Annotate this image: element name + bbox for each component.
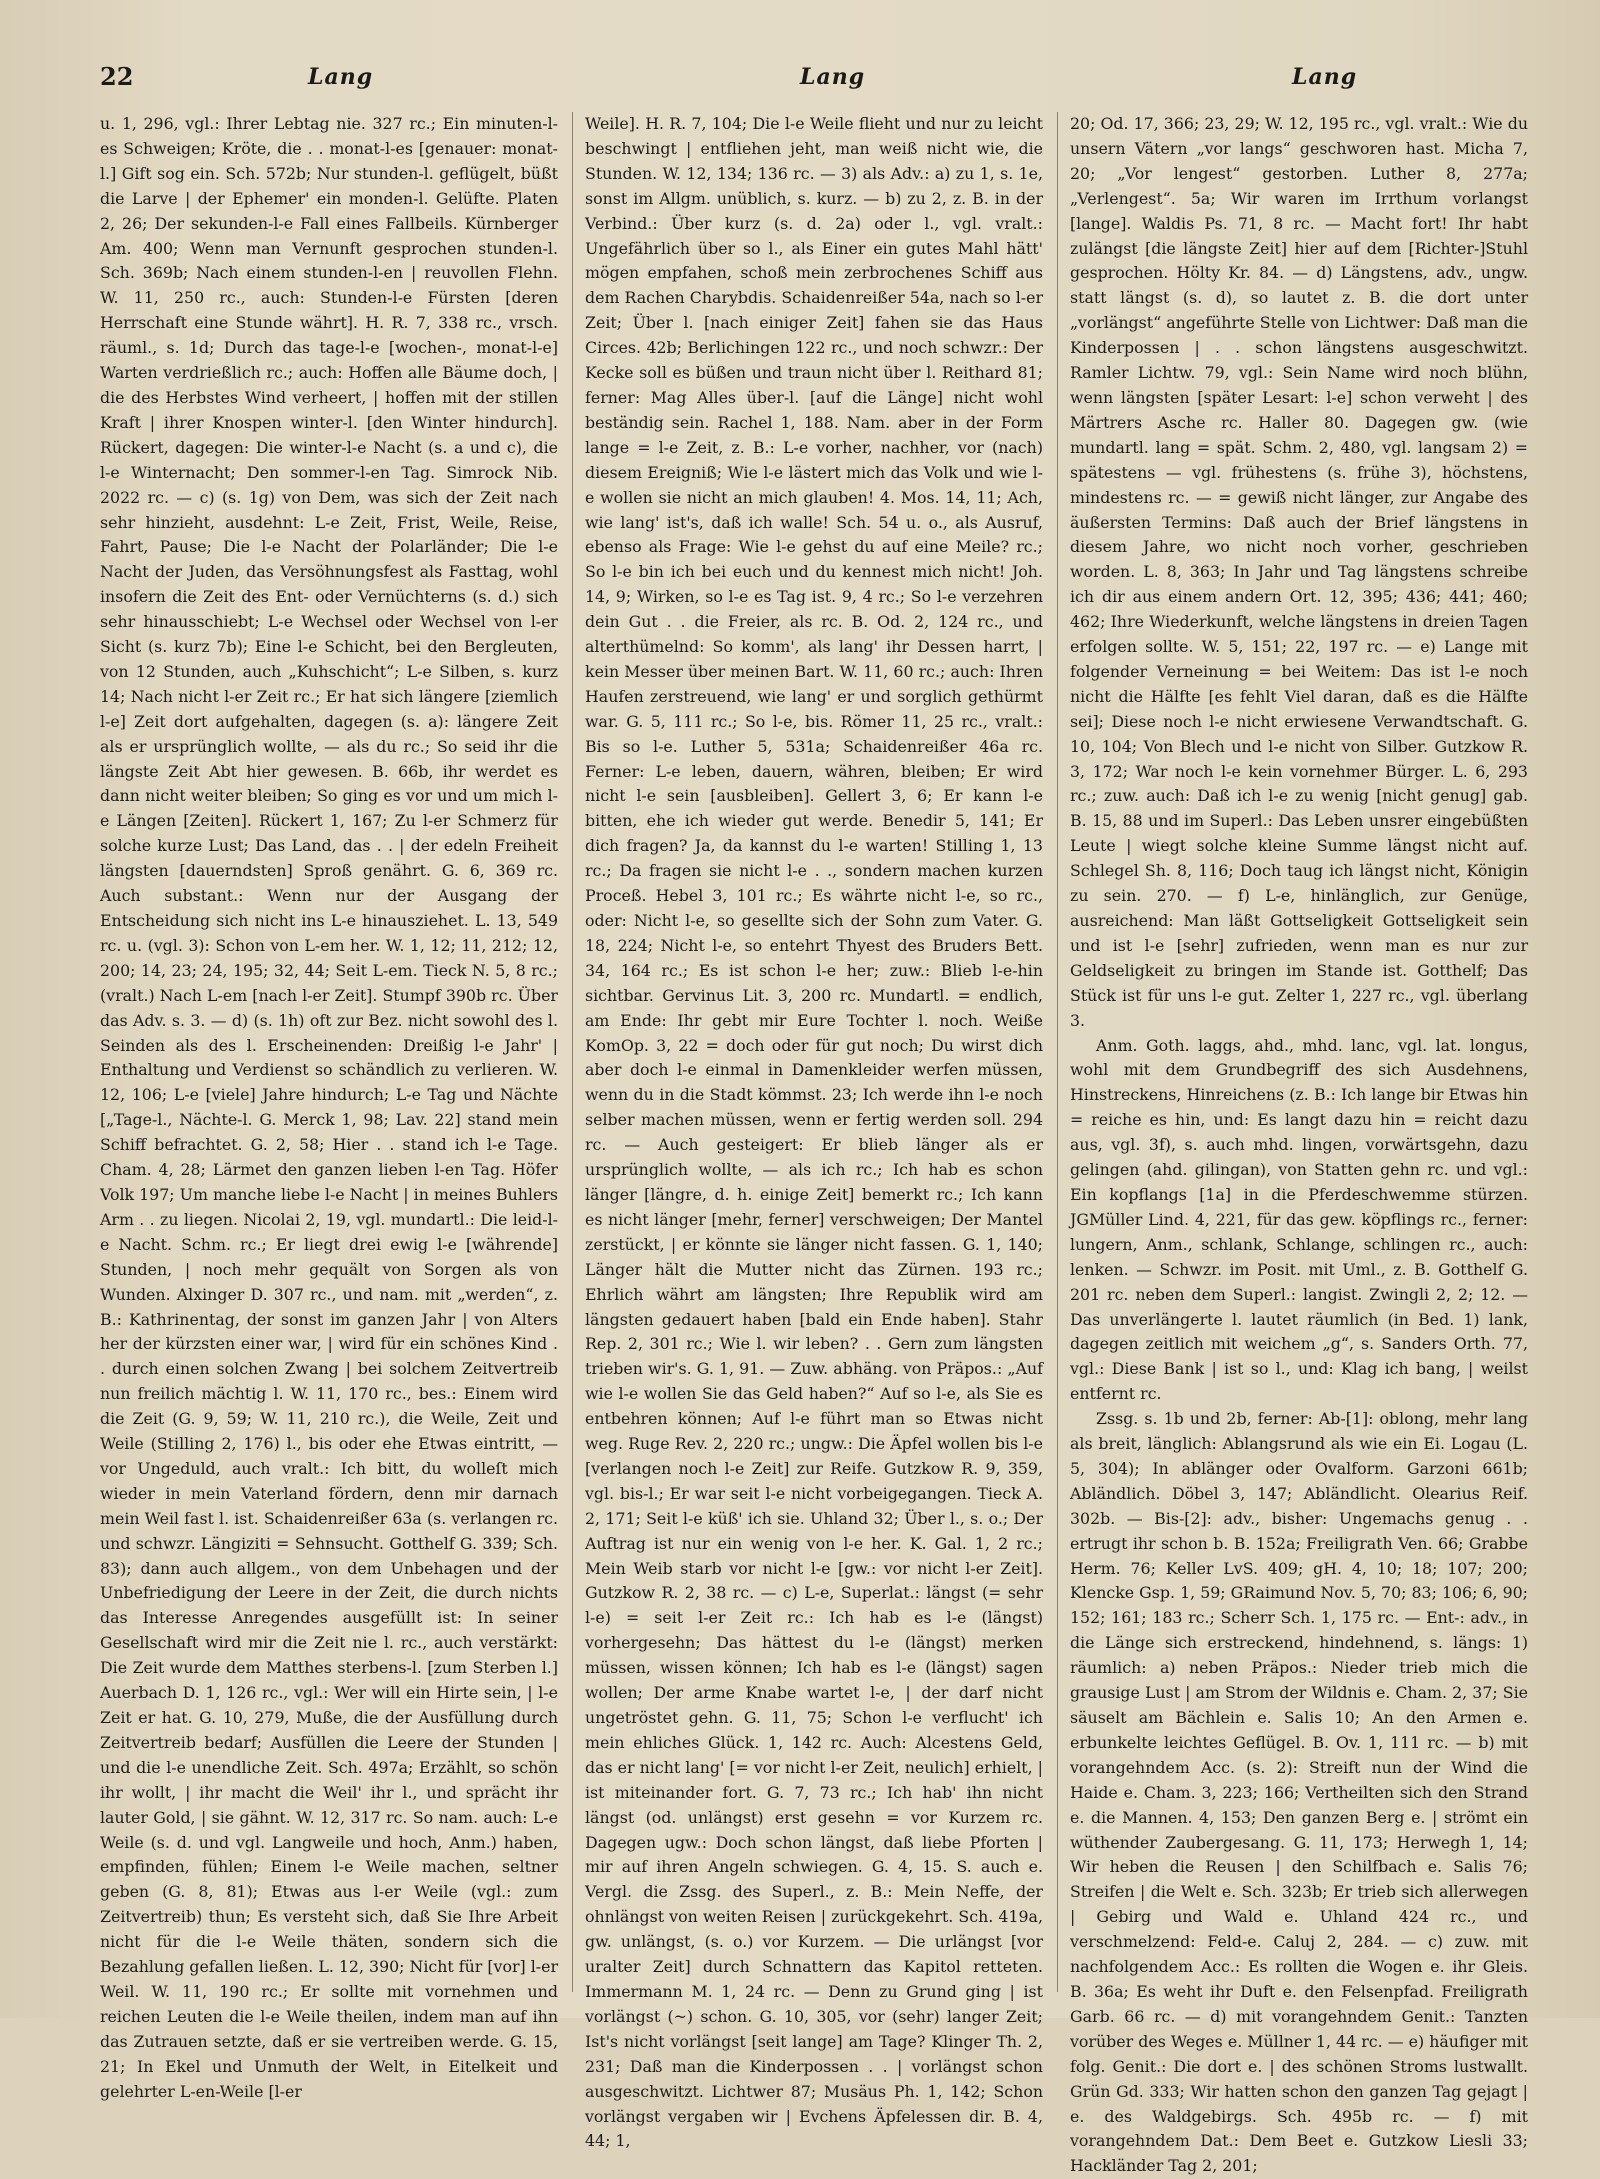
column-left xyxy=(100,112,559,2101)
text-columns xyxy=(100,112,1528,2176)
column-middle xyxy=(585,112,1043,2151)
page-number: 22 xyxy=(100,62,134,91)
running-head-middle: Lang xyxy=(800,64,866,90)
column-right-text-1: 20; Od. 17, 366; 23, 29; W. 12, 195 rc., vgl. vralt.: Wie du unsern Vätern „vor langs“ geschworen hast. Micha 7, 20; „Vor lengest“ gestorben. Luther 8, 277a; „Verlengest“. 5a; Wir waren im Irrthum vorlangst [lange]. Waldis Ps. 71, 8 rc. — Macht fort! Ihr habt zulängst [die längste Zeit] hier auf dem [Richter-]Stuhl gesprochen. Hölty Kr. 84. — d) Längstens, adv., ungw. statt längst (s. d), so lautet z. B. die dort unter „vorlängst“ angeführte Stelle von Lichtwer: Daß man die Kinderpossen | . . schon längstens ausgeschwitzt. Ramler Lichtw. 79, vgl.: Sein Name wird noch blühn, wenn längsten [später Lesart: l-e] schon verweht | des Märtrers Asche rc. Haller 80. Dagegen gw. (wie mundartl. lang = spät. Schm. 2, 480, vgl. langsam 2) = spätestens — vgl. frühestens (s. frühe 3), höchstens, mindestens rc. — = gewiß nicht länger, zur Angabe des äußersten Termins: Daß auch der Brief längstens in diesem Jahre, wo nicht noch vorher, geschrieben worden. L. 8, 363; In Jahr und Tag längstens schreibe ich dir aus einem andern Ort. 12, 395; 436; 441; 460; 462; Ihre Wiederkunft, welche längstens in dreien Tagen erfolgen sollte. W. 5, 151; 22, 197 rc. — e) Lange mit folgender Verneinung = bei Weitem: Das ist l-e noch nicht die Hälfte [es fehlt Viel daran, daß es die Hälfte sei]; Diese noch l-e nicht erwiesene Verwandtschaft. G. 10, 104; Von Blech und l-e nicht von Silber. Gutzkow R. 3, 172; War noch l-e kein vornehmer Bürger. L. 6, 293 rc.; zuw. auch: Daß ich l-e zu wenig [nicht genug] gab. B. 15, 88 und im Superl.: Das Leben unsrer eingebüßten Leute | wiegt solche kleine Summe längst nicht auf. Schlegel Sh. 8, 116; Doch taug ich längst nicht, Königin zu sein. 270. — f) L-e, hinlänglich, zur Genüge, ausreichend: Man läßt Gottseligkeit Gottseligkeit sein und ist l-e [sehr] zufrieden, wenn man es nur zur Geldseligkeit zu bringen im Stande ist. Gotthelf; Das Stück ist für uns l-e gut. Zelter 1, 227 rc., vgl. überlang 3. xyxy=(1070,114,1528,1030)
running-head-left: Lang xyxy=(308,64,374,90)
column-divider-right xyxy=(1057,112,1058,1992)
column-divider-left xyxy=(572,112,573,1992)
column-left-text: u. 1, 296, vgl.: Ihrer Lebtag nie. 327 rc.; Ein minuten-l-es Schweigen; Kröte, die . . monat-l-es [genauer: monat-l.] Gift sog ein. Sch. 572b; Nur stunden-l. geflügelt, büßt die Larve | der Ephemer' ein monden-l. Gelüfte. Platen 2, 26; Der sekunden-l-e Fall eines Fallbeils. Kürnberger Am. 400; Wenn man Vernunft gesprochen stunden-l. Sch. 369b; Nach einem stunden-l-en | reuvollen Flehn. W. 11, 250 rc., auch: Stunden-l-e Fürsten [deren Herrschaft eine Stunde währt]. H. R. 7, 338 rc., vrsch. räuml., s. 1d; Durch das tage-l-e [wochen-, monat-l-e] Warten verdrießlich rc.; auch: Hoffen alle Bäume doch, | die des Herbstes Wind verheert, | hoffen mit der stillen Kraft | ihrer Knospen winter-l. [den Winter hindurch]. Rückert, dagegen: Die winter-l-e Nacht (s. a und c), die l-e Winternacht; Den sommer-l-en Tag. Simrock Nib. 2022 rc. — c) (s. 1g) von Dem, was sich der Zeit nach sehr hinzieht, ausdehnt: L-e Zeit, Frist, Weile, Reise, Fahrt, Pause; Die l-e Nacht der Polarländer; Die l-e Nacht der Juden, das Versöhnungsfest als Fasttag, wohl insofern die Zeit des Ent- oder Vernüchterns (s. d.) sich sehr hinausschiebt; L-e Wechsel oder Wechsel von l-er Sicht (s. kurz 7b); Eine l-e Schicht, bei den Bergleuten, von 12 Stunden, auch „Kuhschicht“; L-e Silben, s. kurz 14; Nach nicht l-er Zeit rc.; Er hat sich längere [ziemlich l-e] Zeit dort aufgehalten, dagegen (s. a): längere Zeit als er ursprünglich wollte, — als du rc.; So seid ihr die längste Zeit Abt hier gewesen. B. 66b, ihr werdet es dann nicht weiter bleiben; So ging es vor und um mich l-e Längen [Zeiten]. Rückert 1, 167; Zu l-er Schmerz für solche kurze Lust; Das Land, das . . | der edeln Freiheit längsten [dauerndsten] Sproß genährt. G. 6, 369 rc. Auch substant.: Wenn nur der Ausgang der Entscheidung sich nicht ins L-e hinausziehet. L. 13, 549 rc. u. (vgl. 3): Schon von L-em her. W. 1, 12; 11, 212; 12, 200; 14, 23; 24, 195; 32, 44; Seit L-em. Tieck N. 5, 8 rc.; (vralt.) Nach L-em [nach l-er Zeit]. Stumpf 390b rc. Über das Adv. s. 3. — d) (s. 1h) oft zur Bez. nicht sowohl des l. Seinden als des l. Erscheinenden: Dreißig l-e Jahr' | Enthaltung und Verdienst so schändlich zu verlieren. W. 12, 106; L-e [viele] Jahre hindurch; L-e Tag und Nächte [„Tage-l., Nächte-l. G. Merck 1, 98; Lav. 22] stand mein Schiff befrachtet. G. 2, 58; Hier . . stand ich l-e Tage. Cham. 4, 28; Lärmet den ganzen lieben l-en Tag. Höfer Volk 197; Um manche liebe l-e Nacht | in meines Buhlers Arm . . zu liegen. Nicolai 2, 19, vgl. mundartl.: Die leid-l-e Nacht. Schm. rc.; Er liegt drei ewig l-e [währende] Stunden, | noch mehr gequält von Sorgen als von Wunden. Alxinger D. 307 rc., und nam. mit „werden“, z. B.: Kathrinentag, der sonst im ganzen Jahr | von Alters her der kürzsten einer war, | wird für ein schönes Kind . . durch einen solchen Zwang | bei solchem Zeitvertreib nun freilich mächtig l. W. 11, 170 rc., bes.: Einem wird die Zeit (G. 9, 59; W. 11, 210 rc.), die Weile, Zeit und Weile (Stilling 2, 176) l., bis oder ehe Etwas eintritt, — vor Ungeduld, auch vralt.: Ich bitt, du wolleſt mich wieder in mein Vaterland fördern, denn mir darnach mein Weil fast l. ist. Schaidenreißer 63a (s. verlangen rc. und schwzr. Längiziti = Sehnsucht. Gotthelf G. 339; Sch. 83); dann auch allgem., von dem Unbehagen und der Unbefriedigung der Leere in der Zeit, die durch nichts das Interesse Anregendes ausgefüllt ist: In seiner Gesellschaft wird mir die Zeit nie l. rc., auch verstärkt: Die Zeit wurde dem Matthes sterbens-l. [zum Sterben l.] Auerbach D. 1, 126 rc., vgl.: Wer will ein Hirte sein, | l-e Zeit er hat. G. 10, 279, Muße, die der Ausfüllung durch Zeitvertreib bedarf; Ausfüllen die Leere der Stunden | und die l-e unendliche Zeit. Sch. 497a; Erzählt, so schön ihr wollt, | ihr macht die Weil' ihr l., und sprächt ihr lauter Gold, | sie gähnt. W. 12, 317 rc. So nam. auch: L-e Weile (s. d. und vgl. Langweile und hoch, Anm.) haben, empfinden, fühlen; Einem l-e Weile machen, seltner geben (G. 8, 81); Etwas aus l-er Weile (vgl.: zum Zeitvertreib) thun; Es versteht sich, daß Sie Ihre Arbeit nicht für die l-e Weile thäten, sondern sich die Bezahlung gefallen ließen. L. 12, 390; Nicht für [vor] l-er Weil. W. 11, 190 rc.; Er sollte mit vornehmen und reichen Leuten die l-e Weile theilen, indem man auf ihn das Zutrauen setzte, daß er sie vertreiben werde. G. 15, 21; In Ekel und Unmuth der Welt, in Eitelkeit und gelehrter L-en-Weile [l-er xyxy=(100,114,559,2101)
column-right xyxy=(1070,112,1528,2176)
running-head-right: Lang xyxy=(1292,64,1358,90)
column-right-text-3: Zssg. s. 1b und 2b, ferner: Ab-[1]: oblong, mehr lang als breit, länglich: Ablangsrund als wie ein Ei. Logau (L. 5, 304); In ablänger oder Ovalform. Garzoni 661b; Abländlich. Döbel 3, 147; Abländlicht. Olearius Reif. 302b. — Bis-[2]: adv., bisher: Ungemachs genug . . ertrugt ihr schon b. B. 152a; Freiligrath Ven. 66; Grabbe Herm. 76; Keller LvS. 409; gH. 4, 10; 18; 107; 200; Klencke Gsp. 1, 59; GRaimund Nov. 5, 70; 83; 106; 6, 90; 152; 161; 183 rc.; Scherr Sch. 1, 175 rc. — Ent-: adv., in die Länge sich erstreckend, hindehnend, s. längs: 1) räumlich: a) neben Präpos.: Nieder trieb mich die grausige Lust | am Strom der Wildnis e. Cham. 2, 37; Sie säuselt am Bächlein e. Salis 10; An den Armen e. erbunkelte leichtes Geflügel. B. Ov. 1, 111 rc. — b) mit vorangehndem Acc. (s. 2): Streift nun der Wind die Haide e. Cham. 3, 223; 166; Vertheilten sich den Strand e. die Mannen. 4, 153; Den ganzen Berg e. | strömt ein wüthender Zaubergesang. G. 11, 173; Herwegh 1, 14; Wir heben die Reusen | den Schilfbach e. Salis 76; Streifen | die Welt e. Sch. 323b; Er trieb sich allerwegen | Gebirg und Wald e. Uhland 424 rc., und verschmelzend: Feld-e. Caluj 2, 284. — c) zuw. mit nachfolgendem Acc.: Es rollten die Wogen e. ihr Gleis. B. 36a; Es weht ihr Duft e. den Felsenpfad. Freiligrath Garb. 66 rc. — d) mit vorangehndem Genit.: Tanzten vorüber des Weges e. Müllner 1, 44 rc. — e) häufiger mit folg. Genit.: Die dort e. | des schönen Stroms lustwallt. Grün Gd. 333; Wir hatten schon den ganzen Tag gejagt | e. des Waldgebirgs. Sch. 495b rc. — f) mit vorangehndem Dat.: Dem Beet e. Gutzkow Liesli 33; Hackländer Tag 2, 201; xyxy=(1070,1409,1528,2176)
page-header xyxy=(100,62,1500,96)
column-right-text-2: Anm. Goth. laggs, ahd., mhd. lanc, vgl. lat. longus, wohl mit dem Grundbegriff des sich Ausdehnens, Hinstreckens, Hinreichens (z. B.: Ich lange bir Etwas hin = reiche es hin, und: Es langt dazu hin = reicht dazu aus, vgl. 3f), s. auch mhd. lingen, vorwärtsgehn, dazu gelingen (ahd. gilingan), von Statten gehn rc. und vgl.: Ein kopflangs [1a] in die Pferdeschwemme stürzen. JGMüller Lind. 4, 221, für das gew. köpflings rc., ferner: lungern, Anm., schlank, Schlange, schlingen rc., auch: lenken. — Schwzr. im Posit. mit Uml., z. B. Gotthelf G. 201 rc. neben dem Superl.: langist. Zwingli 2, 2; 12. — Das unverlängerte l. lautet räumlich (in Bed. 1) lank, dagegen zeitlich mit weichem „g“, s. Sanders Orth. 77, vgl.: Diese Bank | ist so l., und: Klag ich bang, | weilst entfernt rc. xyxy=(1070,1035,1528,1404)
column-middle-text: Weile]. H. R. 7, 104; Die l-e Weile flieht und nur zu leicht beschwingt | entfliehen jeht, man weiß nicht wie, die Stunden. W. 12, 134; 136 rc. — 3) als Adv.: a) zu 1, s. 1e, sonst im Allgm. unüblich, s. kurz. — b) zu 2, z. B. in der Verbind.: Über kurz (s. d. 2a) oder l., vgl. vralt.: Ungefährlich über so l., als Einer ein gutes Mahl hätt' mögen empfahen, schoß mein zerbrochenes Schiff aus dem Rachen Charybdis. Schaidenreißer 54a, nach so l-er Zeit; Über l. [nach einiger Zeit] fahen sie das Haus Circes. 42b; Berlichingen 122 rc., und noch schwzr.: Der Kecke soll es büßen und traun nicht über l. Reithard 81; ferner: Mag Alles über-l. [auf die Länge] nicht wohl beständig sein. Rachel 1, 188. Nam. aber in der Form lange = l-e Zeit, z. B.: L-e vorher, nachher, vor (nach) diesem Ereigniß; Wie l-e lästert mich das Volk und wie l-e wollen sie nicht an mich glauben! 4. Mos. 14, 11; Ach, wie lang' ist's, daß ich walle! Sch. 54 u. o., als Ausruf, ebenso als Frage: Wie l-e gehst du auf eine Meile? rc.; So l-e bin ich bei euch und du kennest mich nicht! Joh. 14, 9; Wirken, so l-e es Tag ist. 9, 4 rc.; So l-e verzehren dein Gut . . die Freier, als rc. B. Od. 2, 124 rc., und alterthümelnd: So komm', als lang' ihr Dessen harrt, | kein Messer über meinen Bart. W. 11, 60 rc.; auch: Ihren Haufen zerstreuend, wie lang' er und sorglich gethürmt war. G. 5, 111 rc.; So l-e, bis. Römer 11, 25 rc., vralt.: Bis so l-e. Luther 5, 531a; Schaidenreißer 46a rc. Ferner: L-e leben, dauern, währen, bleiben; Er wird nicht l-e sein [ausbleiben]. Gellert 3, 6; Er kann l-e bitten, ehe ich wieder gut werde. Benedir 5, 141; Er dich fragen? Ja, da kannst du l-e warten! Stilling 1, 13 rc.; Da fragen sie nicht l-e . ., sondern machen kurzen Proceß. Hebel 3, 101 rc.; Es währte nicht l-e, so rc., oder: Nicht l-e, so gesellte sich der Sohn zum Vater. G. 18, 224; Nicht l-e, so entehrt Thyest des Bruders Bett. 34, 164 rc.; Es ist schon l-e her; zuw.: Blieb l-e-hin sichtbar. Gervinus Lit. 3, 200 rc. Mundartl. = endlich, am Ende: Ihr gebt mir Eure Tochter l. noch. Weiße KomOp. 3, 22 = doch oder für gut noch; Du wirst dich aber doch l-e einmal in Damenkleider werfen müssen, wenn du in die Stadt kömmst. 23; Ich werde ihn l-e noch selber machen müssen, wenn er fertig werden soll. 294 rc. — Auch gesteigert: Er blieb länger als er ursprünglich wollte, — als ich rc.; Ich hab es schon länger [längre, d. h. einige Zeit] bemerkt rc.; Ich kann es nicht länger [mehr, ferner] verschweigen; Der Mantel zerstückt, | er könnte sie länger nicht fassen. G. 1, 140; Länger hält die Mutter nicht das Zürnen. 193 rc.; Ehrlich währt am längsten; Ihre Republik wird am längsten gedauert haben [bald ein Ende haben]. Stahr Rep. 2, 301 rc.; Wie l. wir leben? . . Gern zum längsten trieben wir's. G. 1, 91. — Zuw. abhäng. von Präpos.: „Auf wie l-e wollen Sie das Geld haben?“ Auf so l-e, als Sie es entbehren können; Auf l-e führt man so Etwas nicht weg. Ruge Rev. 2, 220 rc.; ungw.: Die Äpfel wollen bis l-e [verlangen noch l-e Zeit] zur Reife. Gutzkow R. 9, 359, vgl. bis-l.; Er war seit l-e nicht vorbeigegangen. Tieck A. 2, 171; Seit l-e küß' ich sie. Uhland 32; Über l., s. o.; Der Auftrag ist nur ein wenig von l-e her. K. Gal. 1, 2 rc.; Mein Weib starb vor nicht l-e [gw.: vor nicht l-er Zeit]. Gutzkow R. 2, 38 rc. — c) L-e, Superlat.: längst (= sehr l-e) = seit l-er Zeit rc.: Ich hab es l-e (längst) vorhergesehn; Das hättest du l-e (längst) merken müssen, wissen können; Ich hab es l-e (längst) sagen wollen; Der arme Knabe wartet l-e, | der darf nicht ungetröstet gehn. G. 11, 75; Schon l-e verflucht' ich mein ehliches Glück. 1, 142 rc. Auch: Alcestens Geld, das er nicht lang' [= vor nicht l-er Zeit, neulich] erhielt, | ist miteinander fort. G. 7, 73 rc.; Ich hab' ihn nicht längst (od. unlängst) erst gesehn = vor Kurzem rc. Dagegen ugw.: Doch schon längst, daß liebe Pforten | mir auf ihren Angeln schwiegen. G. 4, 15. S. auch e. Vergl. die Zssg. des Superl., z. B.: Mein Neffe, der ohnlängst von weiten Reisen | zurückgekehrt. Sch. 419a, gw. unlängst, (s. o.) vor Kurzem. — Die urlängst [vor uralter Zeit] durch Schnattern das Kapitol retteten. Immermann M. 1, 24 rc. — Denn zu Grund ging | ist vorlängst (~) schon. G. 10, 305, vor (sehr) langer Zeit; Ist's nicht vorlängst [seit lange] am Tage? Klinger Th. 2, 231; Daß man die Kinderpossen . . | vorlängst schon ausgeschwitzt. Lichtwer 87; Musäus Ph. 1, 142; Schon vorlängst vergaben wir | Evchens Äpfelessen dir. B. 4, 44; 1, xyxy=(585,114,1043,2151)
